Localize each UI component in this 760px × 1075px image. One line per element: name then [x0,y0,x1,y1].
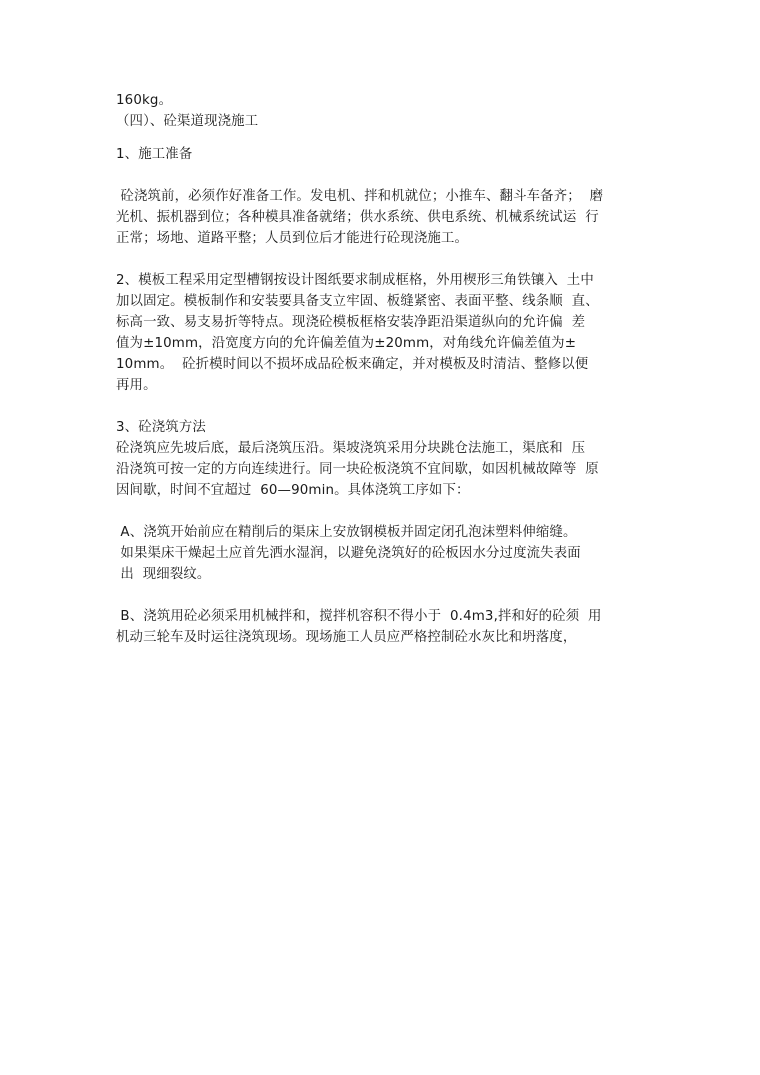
itemB-line: 机动三轮车及时运往浇筑现场。现场施工人员应严格控制砼水灰比和坍落度， [116,630,577,645]
item2-line: 10mm。 砼折模时间以不损坏成品砼板来确定，并对模板及时清洁、整修以便 [116,357,589,372]
section-title: （四）、砼渠道现浇施工 [116,114,259,129]
item1-heading: 1、施工准备 [116,147,193,162]
spacer [116,249,650,270]
item3-line: 因间歇，时间不宜超过 60—90min。具体浇筑工序如下： [116,483,470,498]
top-line: 160kg。 [116,93,173,108]
itemB-line: B、浇筑用砼必须采用机械拌和，搅拌机容积不得小于 0.4m3,拌和好的砼须 用 [116,609,602,624]
spacer [116,132,650,144]
spacer [116,165,650,186]
item2-line: 标高一致、易支易折等特点。现浇砼模板框格安装净距沿渠道纵向的允许偏 差 [116,315,586,330]
item1-line: 砼浇筑前，必须作好准备工作。发电机、拌和机就位；小推车、翻斗车备齐； 磨 [116,189,604,204]
item2-line: 2、模板工程采用定型槽钢按设计图纸要求制成框格，外用楔形三角铁镶入 土中 [116,273,594,288]
itemA-line: 出 现细裂纹。 [116,567,211,582]
item1-line: 正常；场地、道路平整；人员到位后才能进行砼现浇施工。 [116,231,469,246]
item1-line: 光机、振机器到位；各种模具准备就绪；供水系统、供电系统、机械系统试运 行 [116,210,599,225]
item3-line: 沿浇筑可按一定的方向连续进行。同一块砼板浇筑不宜间歇，如因机械故障等 原 [116,462,599,477]
item3-line: 砼浇筑应先坡后底，最后浇筑压沿。渠坡浇筑采用分块跳仓法施工，渠底和 压 [116,441,586,456]
item2-line: 值为±10mm，沿宽度方向的允许偏差值为±20mm，对角线允许偏差值为± [116,336,577,351]
itemA-line: A、浇筑开始前应在精削后的渠床上安放钢模板并固定闭孔泡沫塑料伸缩缝。 [116,525,577,540]
item3-heading: 3、砼浇筑方法 [116,420,206,435]
spacer [116,585,650,606]
itemA-line: 如果渠床干燥起土应首先洒水湿润，以避免浇筑好的砼板因水分过度流失表面 [116,546,581,561]
spacer [116,501,650,522]
spacer [116,396,650,417]
item2-line: 加以固定。模板制作和安装要具备支立牢固、板缝紧密、表面平整、线条顺 直、 [116,294,599,309]
document-page [116,90,650,648]
item2-line: 再用。 [116,378,157,393]
